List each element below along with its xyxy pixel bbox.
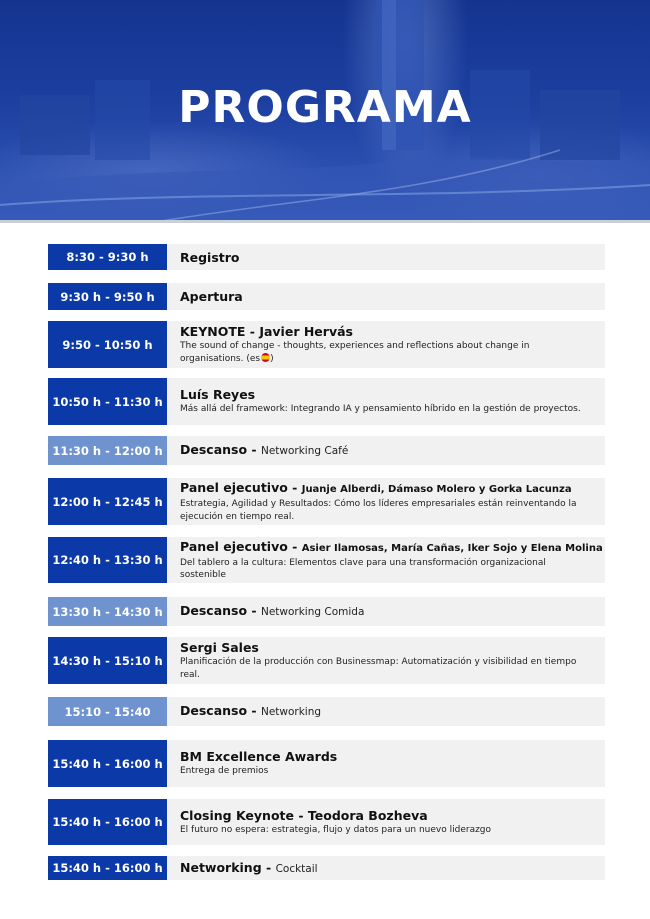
time-slot: 10:50 h - 11:30 h [48,378,167,425]
time-slot: 15:40 h - 16:00 h [48,740,167,787]
hero-banner [0,0,650,223]
session-description: El futuro no espera: estrategia, flujo y datos para un nuevo liderazgo [180,824,492,835]
schedule-row [48,697,605,726]
time-slot: 8:30 - 9:30 h [48,244,167,270]
schedule-row [48,478,605,525]
session-title-main: Networking - [180,859,276,875]
session-description: Planificación de la producción con Businessmap: Automatización y visibilidad en tiempo real. [180,657,577,680]
session-title [180,860,593,877]
time-slot: 11:30 h - 12:00 h [48,436,167,465]
schedule-row [48,244,605,270]
schedule-row [48,378,605,425]
session-title: Luís Reyes [180,387,256,403]
time-slot: 15:10 - 15:40 [48,697,167,726]
session-description: Más allá del framework: Integrando IA y pensamiento híbrido en la gestión de proyectos. [180,404,581,415]
time-slot: 9:50 - 10:50 h [48,321,167,368]
session-info [167,799,605,845]
time-slot: 13:30 h - 14:30 h [48,597,167,626]
time-slot: 14:30 h - 15:10 h [48,637,167,684]
page-title: PROGRAMA [178,82,472,133]
session-title-main: Panel ejecutivo - [180,538,302,554]
session-info [167,856,605,880]
session-info [167,637,605,684]
time-slot: 9:30 h - 9:50 h [48,283,167,310]
session-title [180,480,593,497]
session-title: Sergi Sales [180,640,259,655]
session-title-suffix: Networking [260,706,322,718]
session-info [167,436,605,465]
session-description: Estrategia, Agilidad y Resultados: Cómo los líderes empresariales están reinventando la ejecución en tiempo real. [180,499,577,522]
session-title [180,442,593,459]
session-title: KEYNOTE - Javier Hervás [180,324,353,339]
session-title: Registro [180,249,240,265]
session-title-suffix: Networking Café [260,445,349,457]
session-info [167,378,605,425]
session-description-end: ) [270,353,274,364]
session-description: Entrega de premios [180,766,269,777]
schedule-row [48,637,605,684]
session-description [180,340,593,365]
time-slot: 12:40 h - 13:30 h [48,537,167,583]
session-description-text: The sound of change - thoughts, experiences and reflections about change in organisations. (es [180,341,530,364]
session-title-suffix: Networking Comida [260,606,365,618]
session-info [167,597,605,626]
session-info [167,244,605,270]
schedule-row [48,856,605,880]
session-title-main: Descanso - [180,442,261,457]
schedule-row [48,321,605,368]
schedule-row [48,537,605,583]
session-title: Closing Keynote - Teodora Bozheva [180,807,428,823]
time-slot: 15:40 h - 16:00 h [48,856,167,880]
schedule-row [48,799,605,845]
session-info [167,321,605,368]
time-slot: 12:00 h - 12:45 h [48,478,167,525]
session-title-main: Descanso - [180,603,261,618]
divider [0,220,650,223]
session-title: Apertura [180,289,243,304]
session-description: Del tablero a la cultura: Elementos clave para una transformación organizacional sostenible [180,557,546,580]
session-speakers: Asier Ilamosas, María Cañas, Iker Sojo y Elena Molina [301,542,603,554]
session-info [167,283,605,310]
session-title [180,703,593,720]
session-info [167,697,605,726]
schedule-row [48,740,605,787]
session-title: BM Excellence Awards [180,749,338,765]
session-speakers: Juanje Alberdi, Dámaso Molero y Gorka Lacunza [301,484,572,495]
session-info [167,740,605,787]
session-title-main: Panel ejecutivo - [180,480,302,495]
schedule-row [48,283,605,310]
session-info [167,478,605,525]
session-info [167,537,605,583]
session-title [180,538,603,556]
schedule-row [48,597,605,626]
time-slot: 15:40 h - 16:00 h [48,799,167,845]
session-title-main: Descanso - [180,703,261,718]
schedule-row [48,436,605,465]
spain-flag-icon [261,353,270,362]
session-title-suffix: Cocktail [275,862,318,875]
session-title [180,603,593,620]
